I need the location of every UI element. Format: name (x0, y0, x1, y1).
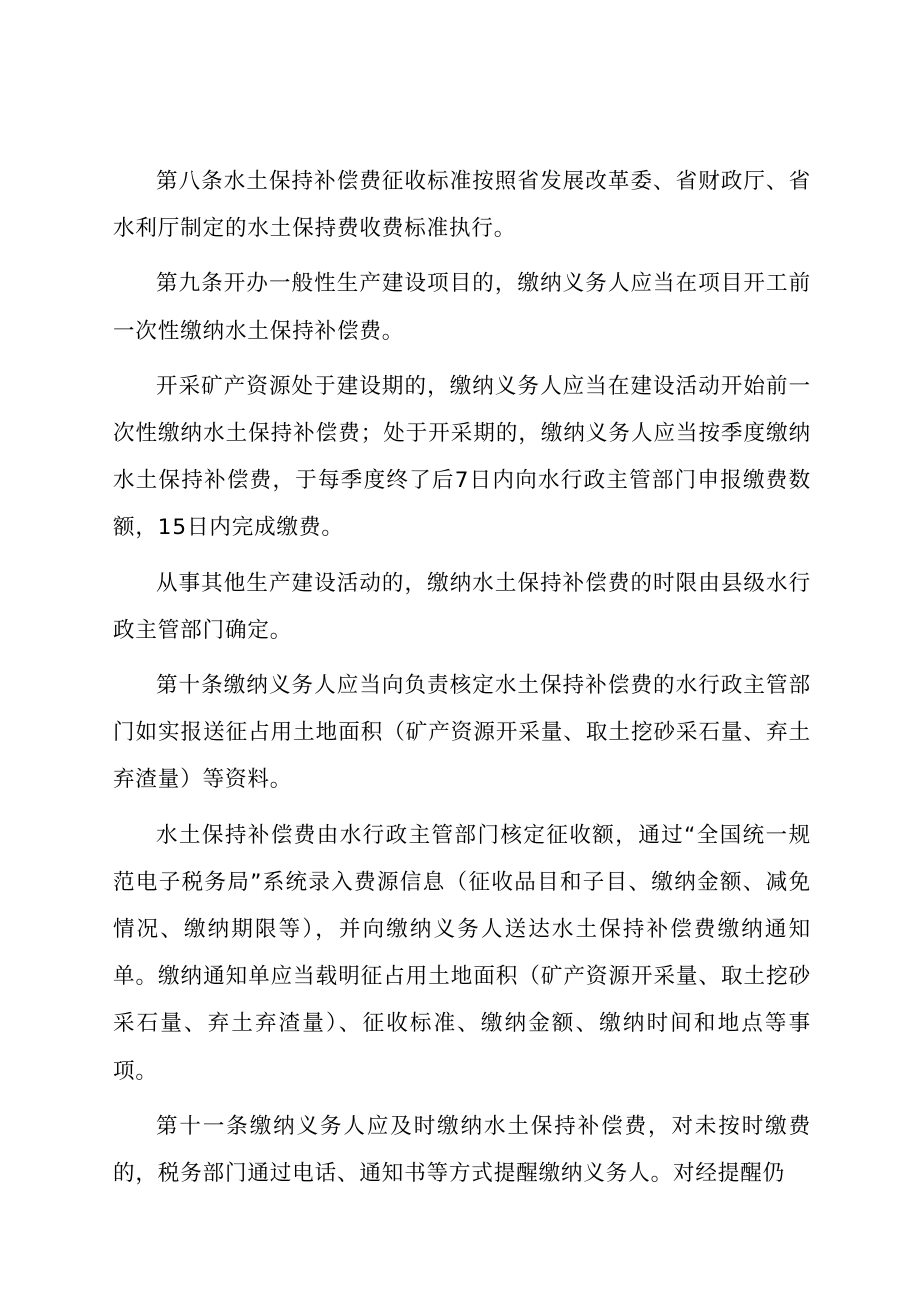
paragraph-article-8: 第八条水土保持补偿费征收标准按照省发展改革委、省财政厅、省水利厅制定的水土保持费收费标准执行。 (113, 169, 811, 242)
paragraph-other-activities: 从事其他生产建设活动的，缴纳水土保持补偿费的时限由县级水行政主管部门确定。 (113, 570, 811, 643)
paragraph-article-11: 第十一条缴纳义务人应及时缴纳水土保持补偿费，对未按时缴费的，税务部门通过电话、通知书等方式提醒缴纳义务人。对经提醒仍 (113, 1113, 811, 1187)
paragraph-collection-notice: 水土保持补偿费由水行政主管部门核定征收额，通过“全国统一规范电子税务局”系统录入费源信息（征收品目和子目、缴纳金额、减免情况、缴纳期限等），并向缴纳义务人送达水土保持补偿费缴纳通知单。缴纳通知单应当载明征占用土地面积（矿产资源开采量、取土挖砂采石量、弃土弃渣量）、征收标准、缴纳金额、缴纳时间和地点等事项。 (113, 822, 811, 1084)
paragraph-article-9: 第九条开办一般性生产建设项目的，缴纳义务人应当在项目开工前一次性缴纳水土保持补偿费。 (113, 271, 811, 344)
paragraph-article-10: 第十条缴纳义务人应当向负责核定水土保持补偿费的水行政主管部门如实报送征占用土地面积（矿产资源开采量、取土挖砂采石量、弃土弃渣量）等资料。 (113, 673, 811, 793)
document-body (113, 158, 811, 1205)
paragraph-mining-payment: 开采矿产资源处于建设期的，缴纳义务人应当在建设活动开始前一次性缴纳水土保持补偿费；处于开采期的，缴纳义务人应当按季度缴纳水土保持补偿费，于每季度终了后7日内向水行政主管部门申报缴费数额，15日内完成缴费。 (113, 373, 811, 541)
